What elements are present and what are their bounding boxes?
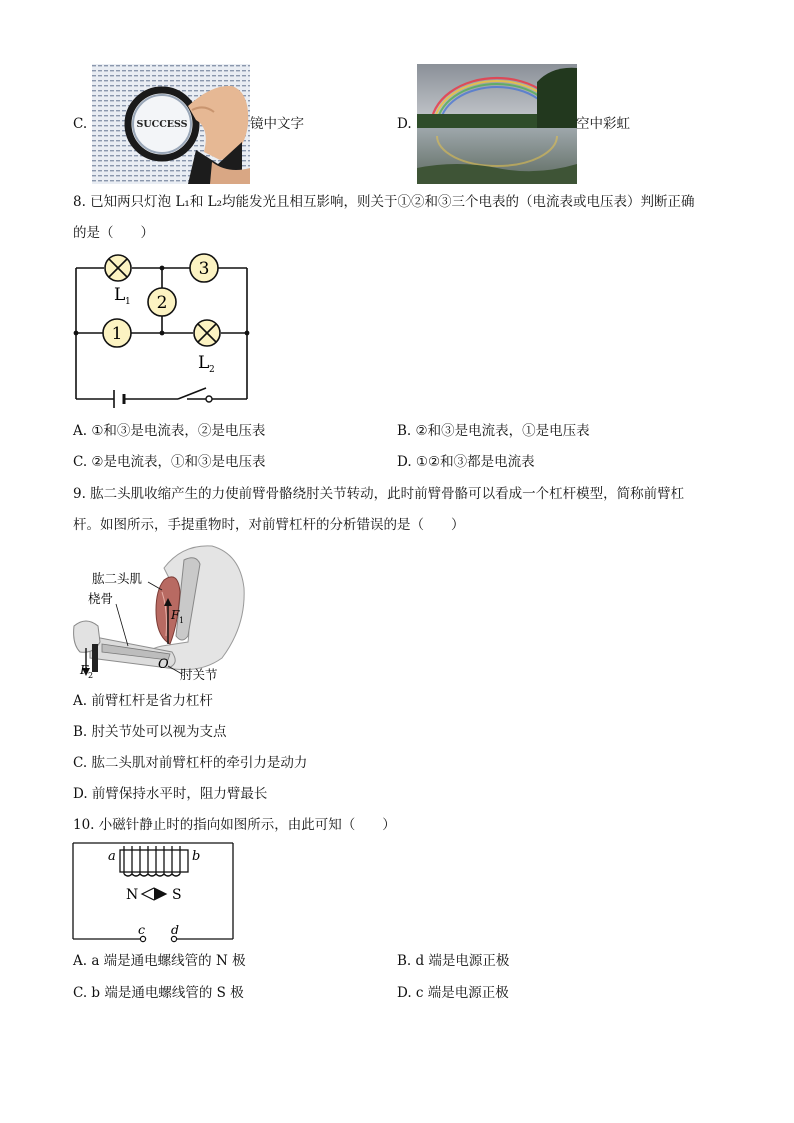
q10-stem: 10. 小磁针静止时的指向如图所示，由此可知（ ） [73,817,396,833]
lamp-l1-icon [105,255,131,281]
q8-option-c: C. ②是电流表，①和③是电压表 [73,454,266,470]
q8-option-a: A. ①和③是电流表，②是电压表 [73,423,266,439]
label-c: c [138,922,146,937]
q9-option-d: D. 前臂保持水平时，阻力臂最长 [73,786,268,802]
label-o: O [158,657,169,672]
q8-stem-line1: 8. 已知两只灯泡 L₁和 L₂均能发光且相互影响，则关于①②和③三个电表的（电流表或电压表）判断正确 [73,194,695,210]
q10-option-b: B. d 端是电源正极 [397,953,510,969]
label-b: b [192,849,201,864]
option-d-caption: 空中彩虹 [576,116,630,132]
q10-option-c: C. b 端是通电螺线管的 S 极 [73,985,244,1001]
lamp-l2-icon [194,320,220,346]
label-d: d [171,922,180,937]
q9-stem-line2: 杆。如图所示，手提重物时，对前臂杠杆的分析错误的是（ ） [73,517,465,533]
q8-stem-line2: 的是（ ） [73,225,154,241]
q10-solenoid-diagram [70,838,236,946]
q10-option-d: D. c 端是电源正极 [397,985,509,1001]
magnifier-photo [92,64,250,184]
option-d-label: D. [397,116,412,132]
meter-2-label: 2 [156,293,168,313]
option-c-caption: 镜中文字 [250,116,304,132]
label-f1: F [171,608,180,622]
rainbow-photo [417,64,577,184]
label-radius: 桡骨 [88,591,114,606]
q9-arm-diagram [72,540,252,685]
meter-1-label: 1 [111,324,123,344]
option-c-label: C. [73,116,88,132]
label-l1-sub: 1 [125,297,131,307]
magnifier-image [92,64,250,184]
label-biceps: 肱二头肌 [92,571,143,586]
q8-option-d: D. ①②和③都是电流表 [397,454,535,470]
q10-option-a: A. a 端是通电螺线管的 N 极 [73,953,246,969]
magnified-sign-text: SUCCESS [136,119,188,130]
label-f1-sub: 1 [179,616,185,625]
q9-option-b: B. 肘关节处可以视为支点 [73,724,227,740]
q9-stem-line1: 9. 肱二头肌收缩产生的力使前臂骨骼绕肘关节转动，此时前臂骨骼可以看成一个杠杆模型，简称前臂杠 [73,486,685,502]
q8-circuit-diagram [70,252,255,414]
q9-option-a: A. 前臂杠杆是省力杠杆 [73,693,213,709]
meter-3-label: 3 [198,259,210,279]
label-a: a [108,849,116,864]
q9-option-c: C. 肱二头肌对前臂杠杆的牵引力是动力 [73,755,308,771]
label-s: S [172,887,182,903]
label-l2-sub: 2 [209,365,215,375]
label-l2: L [198,353,210,373]
rainbow-image [417,64,577,184]
label-elbow: 肘关节 [180,667,218,682]
label-f2: F [80,663,89,677]
label-n: N [126,887,139,903]
q8-option-b: B. ②和③是电流表，①是电压表 [397,423,590,439]
label-f2-sub: 2 [88,671,94,680]
label-l1: L [114,285,126,305]
